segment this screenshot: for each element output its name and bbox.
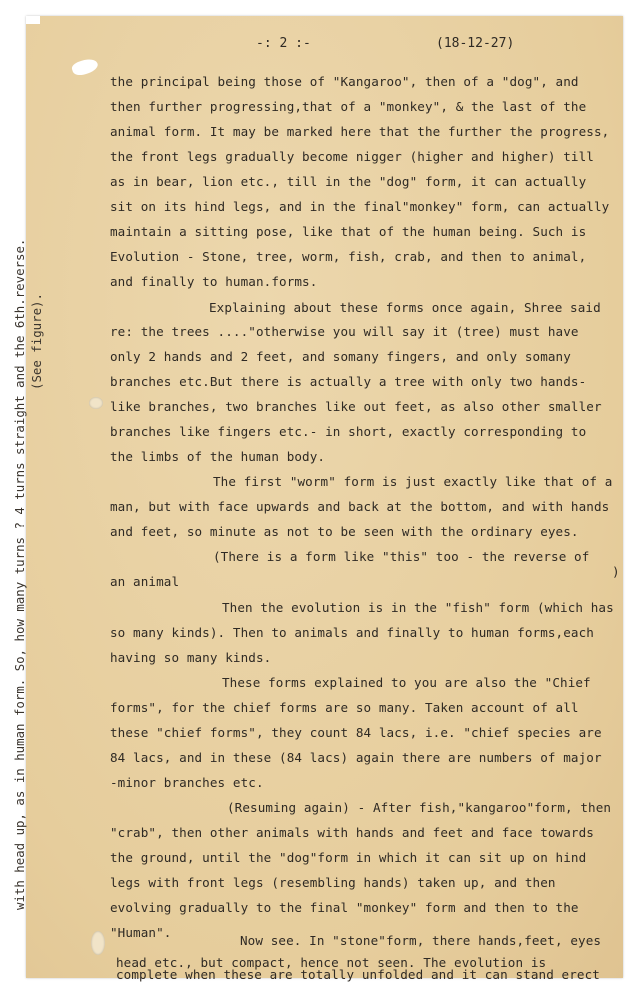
body-line: man, but with face upwards and back at the bottom, and with hands [110, 499, 610, 514]
body-line: only 2 hands and 2 feet, and somany fingers, and only somany [110, 349, 571, 364]
body-line: Now see. In "stone"form, there hands,feet, eyes [240, 933, 602, 948]
body-line: and finally to human.forms. [110, 274, 318, 289]
body-line: "Human". [110, 925, 172, 940]
body-line: the ground, until the "dog"form in which it can sit up on hind [110, 850, 587, 865]
body-line: the front legs gradually become nigger (higher and higher) till [110, 149, 594, 164]
body-line: legs with front legs (resembling hands) taken up, and then [110, 875, 556, 890]
body-line: head etc., but compact, hence not seen. The evolution is [116, 955, 547, 970]
body-line: and feet, so minute as not to be seen with the ordinary eyes. [110, 524, 579, 539]
page-number: -: 2 :- [256, 36, 311, 51]
body-line: having so many kinds. [110, 650, 272, 665]
body-line: evolving gradually to the final "monkey" form and then to the [110, 900, 579, 915]
body-line: as in bear, lion etc., till in the "dog" form, it can actually [110, 174, 587, 189]
body-line: Explaining about these forms once again, Shree said [209, 300, 601, 315]
body-line: complete when these are totally unfolded and it can stand erect [116, 967, 600, 982]
body-line: forms", for the chief forms are so many. Taken account of all [110, 700, 579, 715]
body-line: "crab", then other animals with hands and feet and face towards [110, 825, 594, 840]
body-line: the principal being those of "Kangaroo", then of a "dog", and [110, 74, 579, 89]
body-line: animal form. It may be marked here that the further the progress, [110, 124, 610, 139]
body-line: maintain a sitting pose, like that of the human being. Such is [110, 224, 587, 239]
body-line: The first "worm" form is just exactly like that of a [213, 474, 613, 489]
body-line: an animal [110, 574, 180, 589]
body-line: then further progressing,that of a "monkey", & the last of the [110, 99, 587, 114]
torn-corner [26, 16, 40, 24]
body-line: re: the trees ...."otherwise you will say it (tree) must have [110, 324, 579, 339]
margin-note [12, 150, 60, 910]
body-line: Evolution - Stone, tree, worm, fish, crab, and then to animal, [110, 249, 587, 264]
document-page [12, 16, 623, 982]
body-line: 84 lacs, and in these (84 lacs) again there are numbers of major [110, 750, 602, 765]
body-line: so many kinds). Then to animals and finally to human forms,each [110, 625, 594, 640]
page-header [26, 36, 623, 56]
body-line: branches like fingers etc.- in short, exactly corresponding to [110, 424, 587, 439]
body-line: Then the evolution is in the "fish" form (which has [222, 600, 614, 615]
body-line: -minor branches etc. [110, 775, 264, 790]
punch-hole [91, 931, 105, 955]
body-line: ) [612, 564, 620, 579]
body-line: these "chief forms", they count 84 lacs, i.e. "chief species are [110, 725, 602, 740]
body-line: like branches, two branches like out feet, as also other smaller [110, 399, 602, 414]
torn-spot [70, 56, 99, 77]
margin-note-line: with head up, as in human form. So, how many turns ? 4 turns straight and the 6th.reverse. [12, 238, 27, 910]
body-line: These forms explained to you are also the "Chief [222, 675, 591, 690]
body-line: sit on its hind legs, and in the final"monkey" form, can actually [110, 199, 610, 214]
body-line: branches etc.But there is actually a tree with only two hands- [110, 374, 587, 389]
body-line: (There is a form like "this" too - the reverse of [213, 549, 590, 564]
punch-hole [89, 397, 103, 409]
body-line: the limbs of the human body. [110, 449, 326, 464]
margin-note-line: (See figure). [29, 293, 44, 390]
page-date: (18-12-27) [436, 36, 515, 51]
body-line: (Resuming again) - After fish,"kangaroo"form, then [227, 800, 612, 815]
